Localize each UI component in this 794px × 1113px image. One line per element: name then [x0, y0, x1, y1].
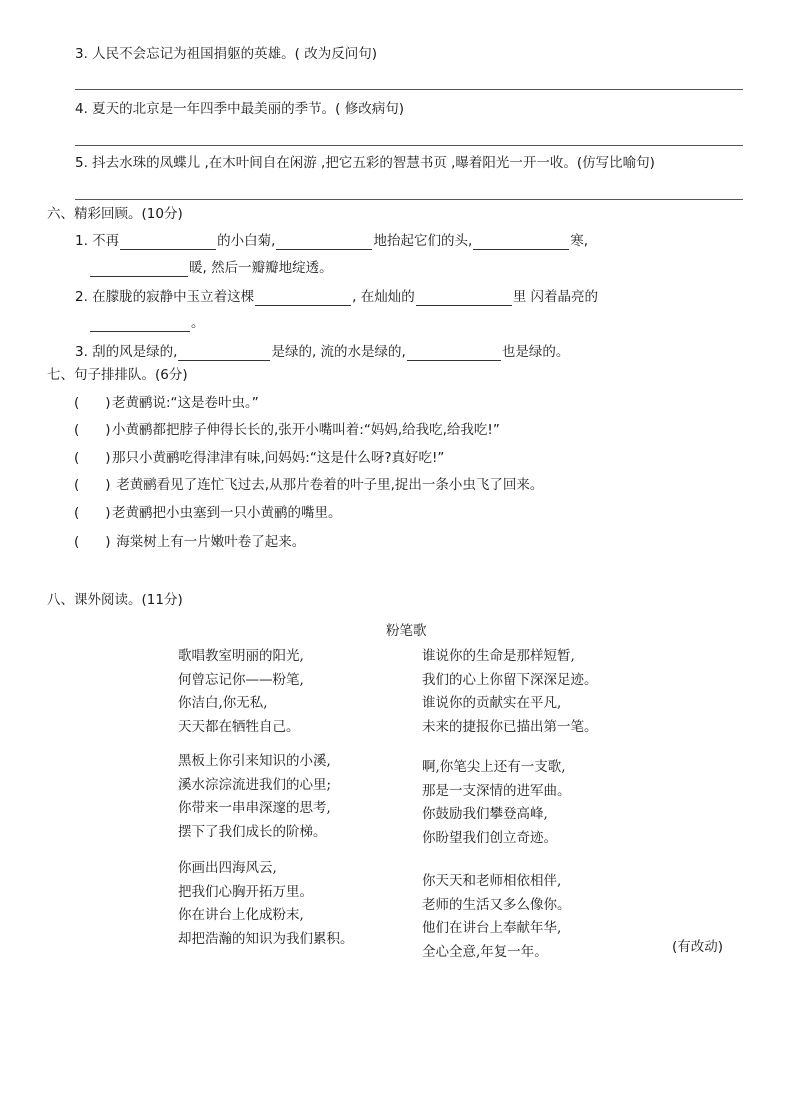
poem-line: 他们在讲台上奉献年华,	[422, 920, 562, 936]
poem-line: 溪水淙淙流进我们的心里;	[178, 776, 332, 793]
section-8-heading: 八、课外阅读。(11分)	[47, 592, 183, 608]
question-4: 4. 夏天的北京是一年四季中最美丽的季节。( 修改病句)	[75, 101, 404, 117]
answer-line-3[interactable]	[75, 89, 743, 90]
close-paren: )	[105, 477, 111, 493]
sec6-item-2-cont	[89, 314, 205, 332]
order-answer-box[interactable]	[74, 421, 112, 439]
sec6-item-1-text-e: 暖, 然后一瓣瓣地绽透。	[189, 260, 333, 276]
sec6-item-1-text-d: 寒,	[570, 233, 589, 249]
sec6-item-3-text-b: 是绿的, 流的水是绿的,	[271, 344, 406, 360]
sentence-row	[74, 421, 500, 439]
question-3: 3. 人民不会忘记为祖国捐躯的英雄。( 改为反问句)	[75, 46, 377, 62]
poem-stanza	[422, 870, 571, 964]
poem-line: 你洁白,你无私,	[178, 695, 268, 711]
poem-line: 你带来一串串深邃的思考,	[178, 800, 331, 816]
question-5: 5. 抖去水珠的凤蝶儿 ,在木叶间自在闲游 ,把它五彩的智慧书页 ,曝着阳光一开一收。(仿写比喻句)	[75, 155, 655, 171]
open-paren: (	[74, 450, 80, 466]
sentence-text: 海棠树上有一片嫩叶卷了起来。	[112, 534, 306, 550]
poem-stanza	[422, 756, 571, 850]
fill-blank[interactable]	[255, 290, 351, 306]
sentence-text: 老黄鹂看见了连忙飞过去,从那片卷着的叶子里,捉出一条小虫飞了回来。	[112, 477, 544, 493]
open-paren: (	[74, 422, 80, 438]
poem-stanza	[178, 645, 304, 739]
poem-line: 何曾忘记你——粉笔,	[178, 671, 304, 688]
order-answer-box[interactable]	[74, 449, 112, 467]
poem-stanza	[422, 645, 598, 739]
order-answer-box[interactable]	[74, 476, 112, 494]
sec6-item-3	[75, 343, 569, 361]
close-paren: )	[105, 395, 111, 411]
sec6-item-3-text-c: 也是绿的。	[501, 344, 570, 360]
sentence-row	[74, 394, 259, 412]
sec6-item-1	[75, 232, 588, 250]
fill-blank[interactable]	[416, 290, 512, 306]
order-answer-box[interactable]	[74, 394, 112, 412]
sentence-row	[74, 476, 543, 494]
poem-line: 天天都在牺牲自己。	[178, 718, 300, 735]
poem-line: 那是一支深情的进军曲。	[422, 782, 571, 799]
close-paren: )	[105, 422, 111, 438]
answer-line-5[interactable]	[75, 199, 743, 200]
open-paren: (	[74, 395, 80, 411]
poem-line: 全心全意,年复一年。	[422, 943, 548, 960]
open-paren: (	[74, 505, 80, 521]
sec6-item-1-text-c: 地抬起它们的头,	[373, 233, 473, 249]
fill-blank[interactable]	[90, 261, 188, 277]
sec6-item-2-text-b: , 在灿灿的	[352, 289, 415, 305]
answer-line-4[interactable]	[75, 145, 743, 146]
sentence-row	[74, 504, 342, 522]
poem-line: 你盼望我们创立奇迹。	[422, 829, 557, 846]
order-answer-box[interactable]	[74, 504, 112, 522]
fill-blank[interactable]	[473, 234, 569, 250]
poem-line: 老师的生活又多么像你。	[422, 896, 571, 913]
fill-blank[interactable]	[178, 345, 270, 361]
section-7-heading: 七、句子排排队。(6分)	[47, 367, 188, 383]
sentence-row	[74, 449, 444, 467]
fill-blank[interactable]	[407, 345, 501, 361]
open-paren: (	[74, 477, 80, 493]
sec6-item-2-text-d: 。	[191, 315, 205, 331]
sec6-item-1-text-a: 1. 不再	[75, 233, 120, 249]
fill-blank[interactable]	[276, 234, 372, 250]
sentence-text: 老黄鹂把小虫塞到一只小黄鹂的嘴里。	[112, 505, 342, 521]
poem-line: 你画出四海风云,	[178, 860, 277, 876]
poem-stanza	[178, 750, 331, 844]
sec6-item-2	[75, 288, 598, 306]
poem-line: 谁说你的贡献实在平凡,	[422, 695, 562, 711]
poem-line: 摆下了我们成长的阶梯。	[178, 823, 327, 840]
adapted-note: (有改动)	[672, 939, 724, 955]
poem-line: 未来的捷报你已描出第一笔。	[422, 718, 598, 735]
sec6-item-2-text-a: 2. 在朦胧的寂静中玉立着这棵	[75, 289, 255, 305]
poem-line: 你鼓励我们攀登高峰,	[422, 806, 548, 822]
close-paren: )	[105, 534, 111, 550]
sentence-text: 老黄鹂说:“这是卷叶虫。”	[112, 395, 259, 411]
open-paren: (	[74, 534, 80, 550]
poem-line: 我们的心上你留下深深足迹。	[422, 671, 598, 688]
sec6-item-1-text-b: 的小白菊,	[217, 233, 276, 249]
poem-line: 把我们心胸开拓万里。	[178, 883, 313, 900]
poem-line: 歌唱教室明丽的阳光,	[178, 648, 304, 664]
section-6-heading: 六、精彩回顾。(10分)	[47, 206, 183, 222]
sec6-item-3-text-a: 3. 刮的风是绿的,	[75, 344, 178, 360]
sec6-item-2-text-c: 里 闪着晶亮的	[512, 289, 599, 305]
poem-line: 黑板上你引来知识的小溪,	[178, 753, 331, 769]
fill-blank[interactable]	[120, 234, 216, 250]
close-paren: )	[105, 450, 111, 466]
poem-title: 粉笔歌	[386, 623, 427, 639]
sec6-item-1-cont	[89, 259, 333, 277]
sentence-row	[74, 533, 305, 551]
poem-line: 谁说你的生命是那样短暂,	[422, 648, 575, 664]
fill-blank[interactable]	[90, 316, 190, 332]
close-paren: )	[105, 505, 111, 521]
poem-line: 啊,你笔尖上还有一支歌,	[422, 759, 566, 775]
poem-line: 你在讲台上化成粉末,	[178, 907, 304, 923]
poem-line: 却把浩瀚的知识为我们累积。	[178, 930, 354, 947]
poem-line: 你天天和老师相依相伴,	[422, 873, 562, 889]
sentence-text: 那只小黄鹂吃得津津有味,问妈妈:“这是什么呀?真好吃!”	[112, 450, 445, 466]
order-answer-box[interactable]	[74, 533, 112, 551]
sentence-text: 小黄鹂都把脖子伸得长长的,张开小嘴叫着:“妈妈,给我吃,给我吃!”	[112, 422, 500, 438]
poem-stanza	[178, 857, 354, 951]
